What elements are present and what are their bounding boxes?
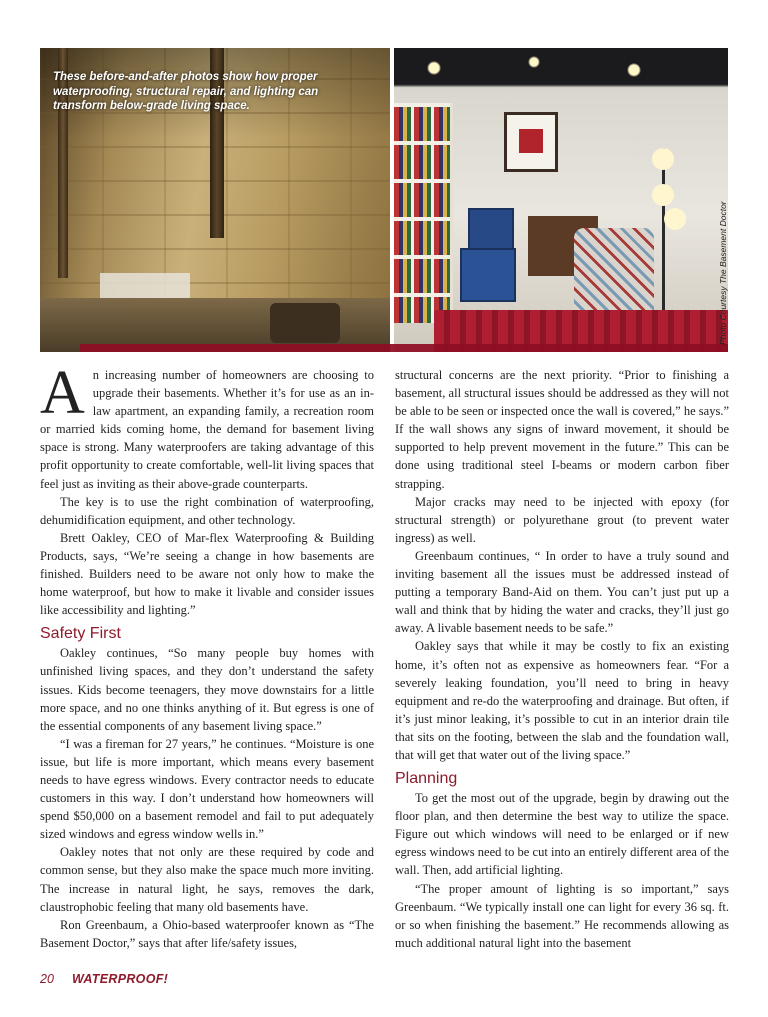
article-paragraph: The key is to use the right combination of waterproofing, dehumidification equipment, and other technology.: [40, 494, 374, 527]
photo-credit: Photo Courtesy The Basement Doctor: [718, 201, 728, 345]
after-photo-blue-box-top: [468, 208, 514, 252]
after-photo-floor-lamp: [662, 148, 665, 328]
before-photo: [40, 48, 390, 352]
article-paragraph: Oakley notes that not only are these required by code and common sense, but they also make the space much more inviting. The increase in natural light, he says, removes the dark, claustrophobic feeling that many old basements have.: [40, 845, 374, 914]
article-paragraph: “I was a fireman for 27 years,” he continues. “Moisture is one issue, but life is more important, which means every basement needs to have egress windows. Every contractor needs to educate customers in this way. I don’t understand how homeowners will spend $50,000 on a basement remodel and fail to put adequately sized windows and egress window wells in.”: [40, 736, 374, 842]
article-column-left: [40, 359, 374, 952]
section-heading-planning: Planning: [395, 770, 458, 788]
after-photo-blue-box-bottom: [460, 248, 516, 302]
page-number: 20: [40, 972, 54, 986]
after-photo: [394, 48, 728, 352]
article-paragraph: Greenbaum continues, “ In order to have a truly sound and inviting basement all the issues must be addressed instead of putting a temporary Band-Aid on them. You can’t just put up a wall and think that by hiding the water and cracks, they’ll just go away. A livable basement needs to be safe.”: [395, 548, 729, 636]
drop-cap: A: [40, 359, 85, 427]
article-paragraph: To get the most out of the upgrade, begin by drawing out the floor plan, and then determine the best way to utilize the space. Figure out which windows will need to be enlarged or if new egress windows need to be cut into an entirely different area of the wall. Then, add artificial lighting.: [395, 791, 729, 878]
article-paragraph: “The proper amount of lighting is so important,” says Greenbaum. “We typically install one can light for every 36 sq. ft. or so when finishing the basement.” He recommends allowing as much additional natural light into the basement: [395, 881, 729, 950]
article-paragraph: An increasing number of homeowners are choosing to upgrade their basements. Whether it’s for use as an in-law apartment, an expanding family, a recreation room or married kids coming home, the demand for basement living space is strong. Many waterproofers are taking advantage of this profit opportunity to create comfortable, well-lit living spaces that feel just as inviting as their above-grade counterparts.: [40, 359, 374, 491]
after-photo-ceiling-lights: [394, 48, 728, 88]
photo-caption: These before-and-after photos show how proper waterproofing, structural repair, and lighting can transform below-grade living space.: [53, 71, 319, 112]
article-paragraph: structural concerns are the next priority. “Prior to finishing a basement, all structural issues should be addressed as they will not be able to be seen or inspected once the wall is covered,” he says.” If the wall shows any signs of inward movement, it should be supported to help prevent movement in the future.” This can be done using traditional steel I-beams or modern carbon fiber strapping.: [395, 368, 729, 491]
article-paragraph: Major cracks may need to be injected with epoxy (for structural strength) or polyurethane grout (to prevent water ingress) as well.: [395, 494, 729, 545]
article-paragraph: Brett Oakley, CEO of Mar-flex Waterproofing & Building Products, says, “We’re seeing a change in how basements are finished. Builders need to be aware not only how to make the home waterproof, but how to make it livable and consider issues like accessibility and lighting.”: [40, 530, 374, 618]
article-paragraph: Oakley says that while it may be costly to fix an existing home, it’s often not as expensive as homeowners fear. “For a severely leaking foundation, you’ll need to bring in heavy equipment and re-do the waterproofing and drainage. But often, if it’s just minor leaking, it’s possible to cut in an interior drain tile that sits on the footing, between the slab and the foundation wall, that will get that water out of the living space.”: [395, 639, 729, 762]
section-heading-safety-first: Safety First: [40, 625, 121, 643]
publication-name: WATERPROOF!: [72, 972, 169, 986]
after-photo-armchair: [574, 228, 654, 323]
article-paragraph: Ron Greenbaum, a Ohio-based waterproofer known as “The Basement Doctor,” says that after life/safety issues,: [40, 917, 374, 950]
before-photo-chair: [270, 303, 340, 343]
title-banner: [80, 344, 728, 352]
after-photo-bookshelf: [394, 103, 453, 323]
article-title: [86, 348, 378, 352]
article-paragraph: Oakley continues, “So many people buy homes with unfinished living spaces, and they don’t understand the safety issues. Kids become teenagers, they move downstairs for a little more space, and no one thinks anything of it. But egress is one of the essential components of any basement living space.”: [40, 646, 374, 733]
hero-photos: [40, 48, 728, 352]
after-photo-wall-art: [504, 112, 558, 172]
article-column-right: [395, 366, 729, 952]
